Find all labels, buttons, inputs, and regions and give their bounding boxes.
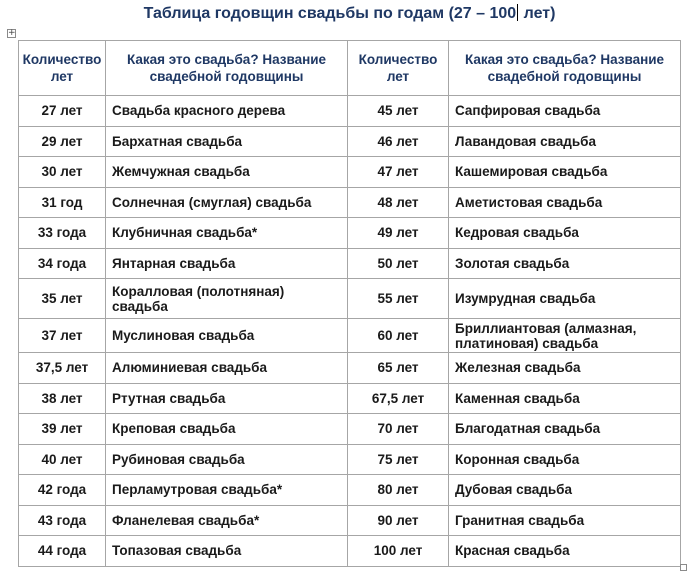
table-row <box>19 218 681 249</box>
years-right-cell: 60 лет <box>348 319 449 353</box>
anniversary-table <box>18 40 681 567</box>
name-left-cell: Рубиновая свадьба <box>106 444 348 475</box>
years-right-cell: 55 лет <box>348 279 449 319</box>
name-left-cell: Муслиновая свадьба <box>106 319 348 353</box>
name-right-cell: Красная свадьба <box>449 536 681 567</box>
years-left-cell: 33 года <box>19 218 106 249</box>
years-right-cell: 46 лет <box>348 126 449 157</box>
table-move-handle-icon[interactable]: + <box>8 28 16 38</box>
years-right-cell: 100 лет <box>348 536 449 567</box>
years-left-cell: 43 года <box>19 505 106 536</box>
table-row <box>19 96 681 127</box>
table-row <box>19 353 681 384</box>
page-title-text-end: лет) <box>519 5 556 22</box>
years-right-cell: 80 лет <box>348 475 449 506</box>
years-right-cell: 90 лет <box>348 505 449 536</box>
name-right-cell: Каменная свадьба <box>449 383 681 414</box>
name-right-cell: Коронная свадьба <box>449 444 681 475</box>
years-left-cell: 44 года <box>19 536 106 567</box>
page-title-text: Таблица годовщин свадьбы по годам (27 – 100 <box>143 5 517 22</box>
header-name-left: Какая это свадьба? Название свадебной годовщины <box>106 41 348 96</box>
years-right-cell: 45 лет <box>348 96 449 127</box>
years-left-cell: 37 лет <box>19 319 106 353</box>
years-left-cell: 34 года <box>19 248 106 279</box>
name-left-cell: Алюминиевая свадьба <box>106 353 348 384</box>
page-title <box>0 4 699 23</box>
name-left-cell: Клубничная свадьба* <box>106 218 348 249</box>
table-body <box>19 96 681 567</box>
name-right-cell: Кедровая свадьба <box>449 218 681 249</box>
years-left-cell: 35 лет <box>19 279 106 319</box>
years-left-cell: 30 лет <box>19 157 106 188</box>
table-row <box>19 157 681 188</box>
name-left-cell: Перламутровая свадьба* <box>106 475 348 506</box>
years-right-cell: 48 лет <box>348 187 449 218</box>
years-right-cell: 70 лет <box>348 414 449 445</box>
name-right-cell: Золотая свадьба <box>449 248 681 279</box>
table-row <box>19 475 681 506</box>
years-right-cell: 67,5 лет <box>348 383 449 414</box>
name-right-cell: Кашемировая свадьба <box>449 157 681 188</box>
name-left-cell: Свадьба красного дерева <box>106 96 348 127</box>
table-row <box>19 319 681 353</box>
name-left-cell: Коралловая (полотняная) свадьба <box>106 279 348 319</box>
years-left-cell: 37,5 лет <box>19 353 106 384</box>
name-left-cell: Жемчужная свадьба <box>106 157 348 188</box>
name-right-cell: Гранитная свадьба <box>449 505 681 536</box>
years-left-cell: 38 лет <box>19 383 106 414</box>
years-right-cell: 49 лет <box>348 218 449 249</box>
years-left-cell: 42 года <box>19 475 106 506</box>
table-row <box>19 383 681 414</box>
name-left-cell: Топазовая свадьба <box>106 536 348 567</box>
name-left-cell: Янтарная свадьба <box>106 248 348 279</box>
table-row <box>19 248 681 279</box>
years-left-cell: 39 лет <box>19 414 106 445</box>
header-name-right: Какая это свадьба? Название свадебной годовщины <box>449 41 681 96</box>
name-left-cell: Солнечная (смуглая) свадьба <box>106 187 348 218</box>
years-right-cell: 47 лет <box>348 157 449 188</box>
header-years-left: Количество лет <box>19 41 106 96</box>
name-right-cell: Бриллиантовая (алмазная, платиновая) свадьба <box>449 319 681 353</box>
table-header-row <box>19 41 681 96</box>
years-left-cell: 27 лет <box>19 96 106 127</box>
name-left-cell: Фланелевая свадьба* <box>106 505 348 536</box>
years-right-cell: 50 лет <box>348 248 449 279</box>
years-right-cell: 75 лет <box>348 444 449 475</box>
years-right-cell: 65 лет <box>348 353 449 384</box>
table-row <box>19 536 681 567</box>
table-row <box>19 444 681 475</box>
years-left-cell: 40 лет <box>19 444 106 475</box>
years-left-cell: 31 год <box>19 187 106 218</box>
name-right-cell: Сапфировая свадьба <box>449 96 681 127</box>
name-left-cell: Креповая свадьба <box>106 414 348 445</box>
name-left-cell: Бархатная свадьба <box>106 126 348 157</box>
name-right-cell: Изумрудная свадьба <box>449 279 681 319</box>
name-right-cell: Лавандовая свадьба <box>449 126 681 157</box>
table-row <box>19 279 681 319</box>
name-right-cell: Железная свадьба <box>449 353 681 384</box>
header-years-right: Количество лет <box>348 41 449 96</box>
table-row <box>19 187 681 218</box>
table-resize-handle[interactable] <box>680 564 687 571</box>
name-right-cell: Дубовая свадьба <box>449 475 681 506</box>
name-left-cell: Ртутная свадьба <box>106 383 348 414</box>
table-row <box>19 505 681 536</box>
name-right-cell: Аметистовая свадьба <box>449 187 681 218</box>
table-row <box>19 126 681 157</box>
table-row <box>19 414 681 445</box>
name-right-cell: Благодатная свадьба <box>449 414 681 445</box>
years-left-cell: 29 лет <box>19 126 106 157</box>
